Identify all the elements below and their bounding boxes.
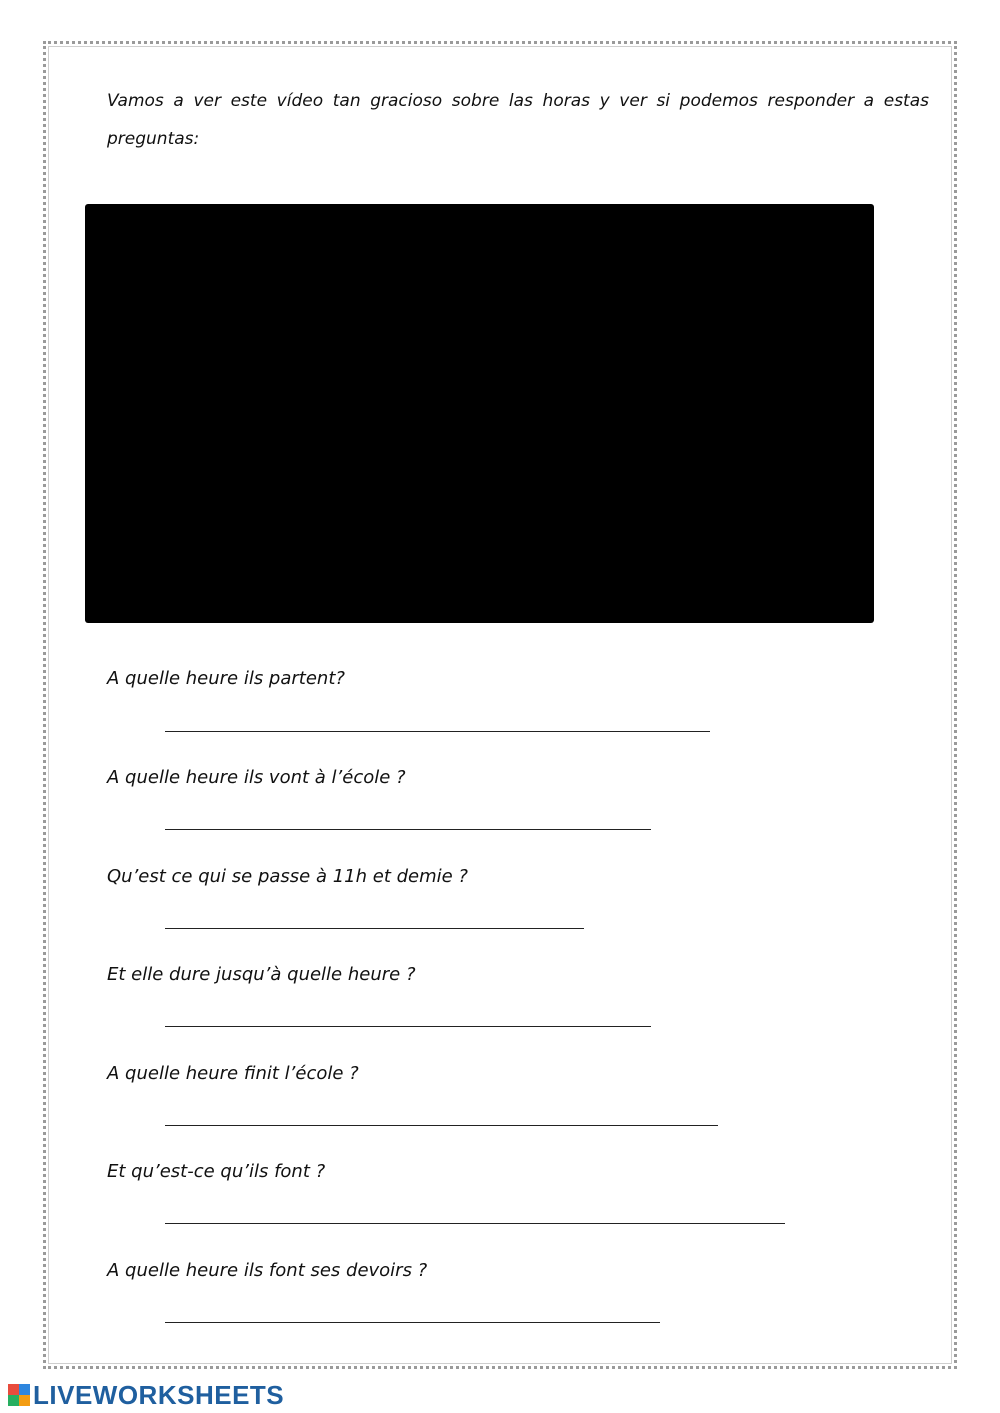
question-1: A quelle heure ils partent? <box>107 668 345 689</box>
answer-field-5[interactable] <box>165 1125 718 1126</box>
answer-field-6[interactable] <box>165 1223 785 1224</box>
answer-field-4[interactable] <box>165 1026 651 1027</box>
question-6: Et qu’est-ce qu’ils font ? <box>107 1161 326 1182</box>
question-5: A quelle heure finit l’école ? <box>107 1063 359 1084</box>
answer-field-3[interactable] <box>165 928 584 929</box>
question-4: Et elle dure jusqu’à quelle heure ? <box>107 964 416 985</box>
question-7: A quelle heure ils font ses devoirs ? <box>107 1260 428 1281</box>
question-3: Qu’est ce qui se passe à 11h et demie ? <box>107 866 468 887</box>
liveworksheets-logo[interactable] <box>8 1381 284 1409</box>
answer-field-7[interactable] <box>165 1322 660 1323</box>
brand-name: LIVEWORKSHEETS <box>33 1379 285 1410</box>
question-2: A quelle heure ils vont à l’école ? <box>107 767 406 788</box>
intro-text: Vamos a ver este vídeo tan gracioso sobre las horas y ver si podemos responder a estas preguntas: <box>107 91 929 149</box>
answer-field-2[interactable] <box>165 829 651 830</box>
answer-field-1[interactable] <box>165 731 710 732</box>
liveworksheets-logo-icon <box>8 1384 30 1406</box>
video-player[interactable] <box>85 204 874 623</box>
